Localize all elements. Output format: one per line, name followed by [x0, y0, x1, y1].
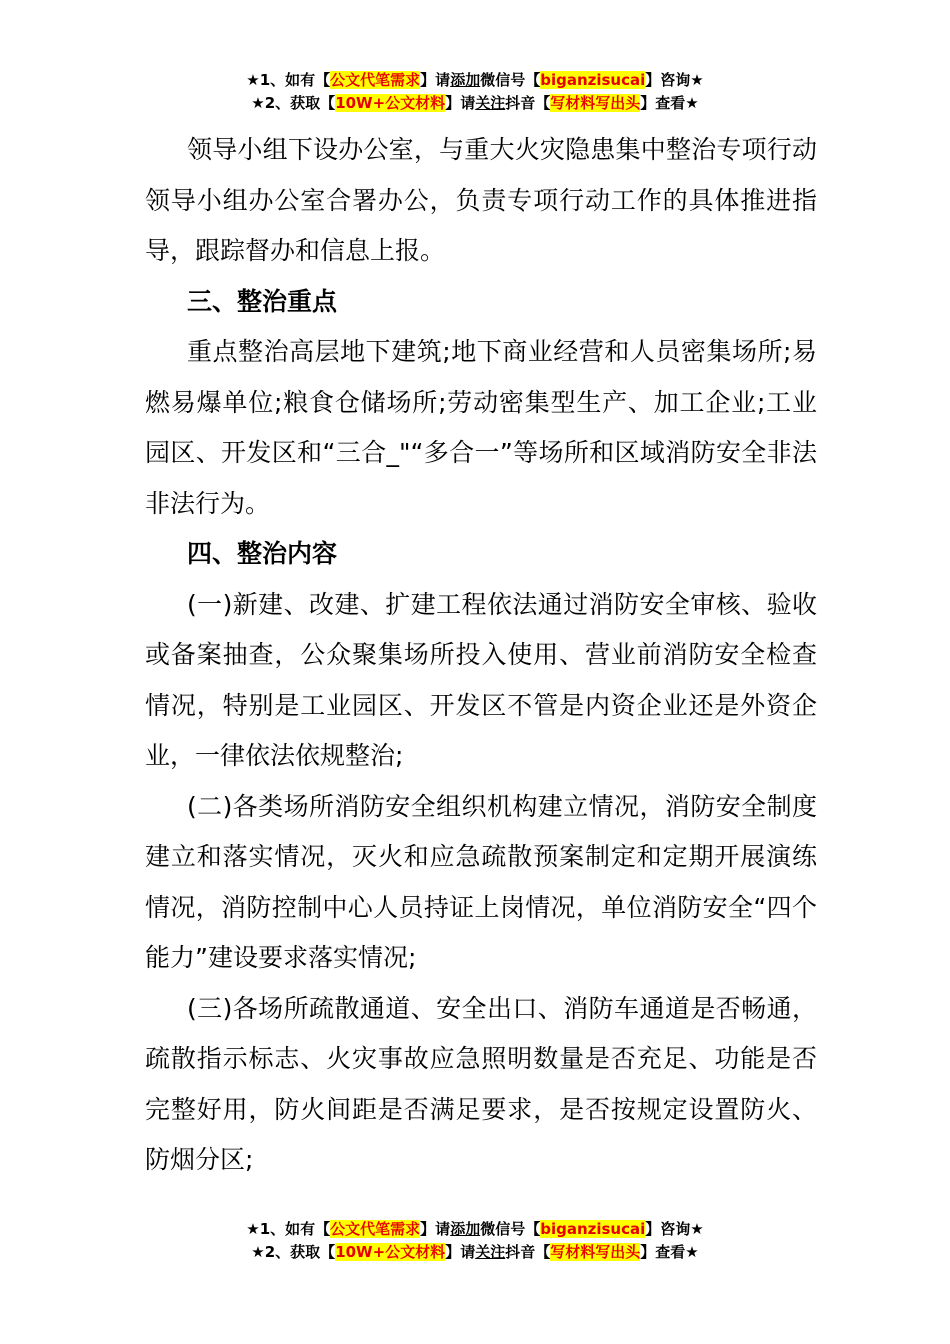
banner-line-1: ★1、如有【公文代笔需求】请添加微信号【biganzisucai】咨询★ [246, 71, 704, 89]
highlight-douyin: 写材料写出头 [550, 94, 641, 112]
banner-line-1: ★1、如有【公文代笔需求】请添加微信号【biganzisucai】咨询★ [246, 1220, 704, 1238]
footer-banner [0, 1218, 950, 1264]
banner-line-2: ★2、获取【10W+公文材料】请关注抖音【写材料写出头】查看★ [251, 94, 699, 112]
heading-content: 四、整治内容 [187, 539, 338, 568]
highlight-materials: 10W+公文材料 [335, 1243, 446, 1261]
highlight-wechat-id: biganzisucai [540, 71, 646, 89]
paragraph-office: 领导小组下设办公室，与重大火灾隐患集中整治专项行动领导小组办公室合署办公，负责专项行动工作的具体推进指导，跟踪督办和信息上报。 [145, 135, 817, 265]
highlight-materials: 10W+公文材料 [335, 94, 446, 112]
highlight-service: 公文代笔需求 [330, 71, 421, 89]
heading-focus: 三、整治重点 [187, 286, 338, 316]
paragraph-focus: 重点整治高层地下建筑;地下商业经营和人员密集场所;易燃易爆单位;粮食仓储场所;劳动密集型生产、加工企业;工业园区、开发区和“三合_"“多合一”等场所和区域消防安全非法非法行为。 [145, 337, 817, 518]
highlight-wechat-id: biganzisucai [540, 1220, 646, 1238]
banner-line-2: ★2、获取【10W+公文材料】请关注抖音【写材料写出头】查看★ [251, 1243, 699, 1261]
document-body [145, 125, 817, 1186]
header-banner [0, 69, 950, 115]
paragraph-item-2: (二)各类场所消防安全组织机构建立情况，消防安全制度建立和落实情况，灭火和应急疏散预案制定和定期开展演练情况，消防控制中心人员持证上岗情况，单位消防安全“四个能力”建设要求落实情况; [145, 791, 817, 972]
highlight-douyin: 写材料写出头 [550, 1243, 641, 1261]
paragraph-item-3: (三)各场所疏散通道、安全出口、消防车通道是否畅通，疏散指示标志、火灾事故应急照明数量是否充足、功能是否完整好用，防火间距是否满足要求，是否按规定设置防火、防烟分区; [145, 993, 817, 1174]
highlight-service: 公文代笔需求 [330, 1220, 421, 1238]
paragraph-item-1: (一)新建、改建、扩建工程依法通过消防安全审核、验收或备案抽查，公众聚集场所投入使用、营业前消防安全检查情况，特别是工业园区、开发区不管是内资企业还是外资企业，一律依法依规整治; [145, 589, 817, 770]
